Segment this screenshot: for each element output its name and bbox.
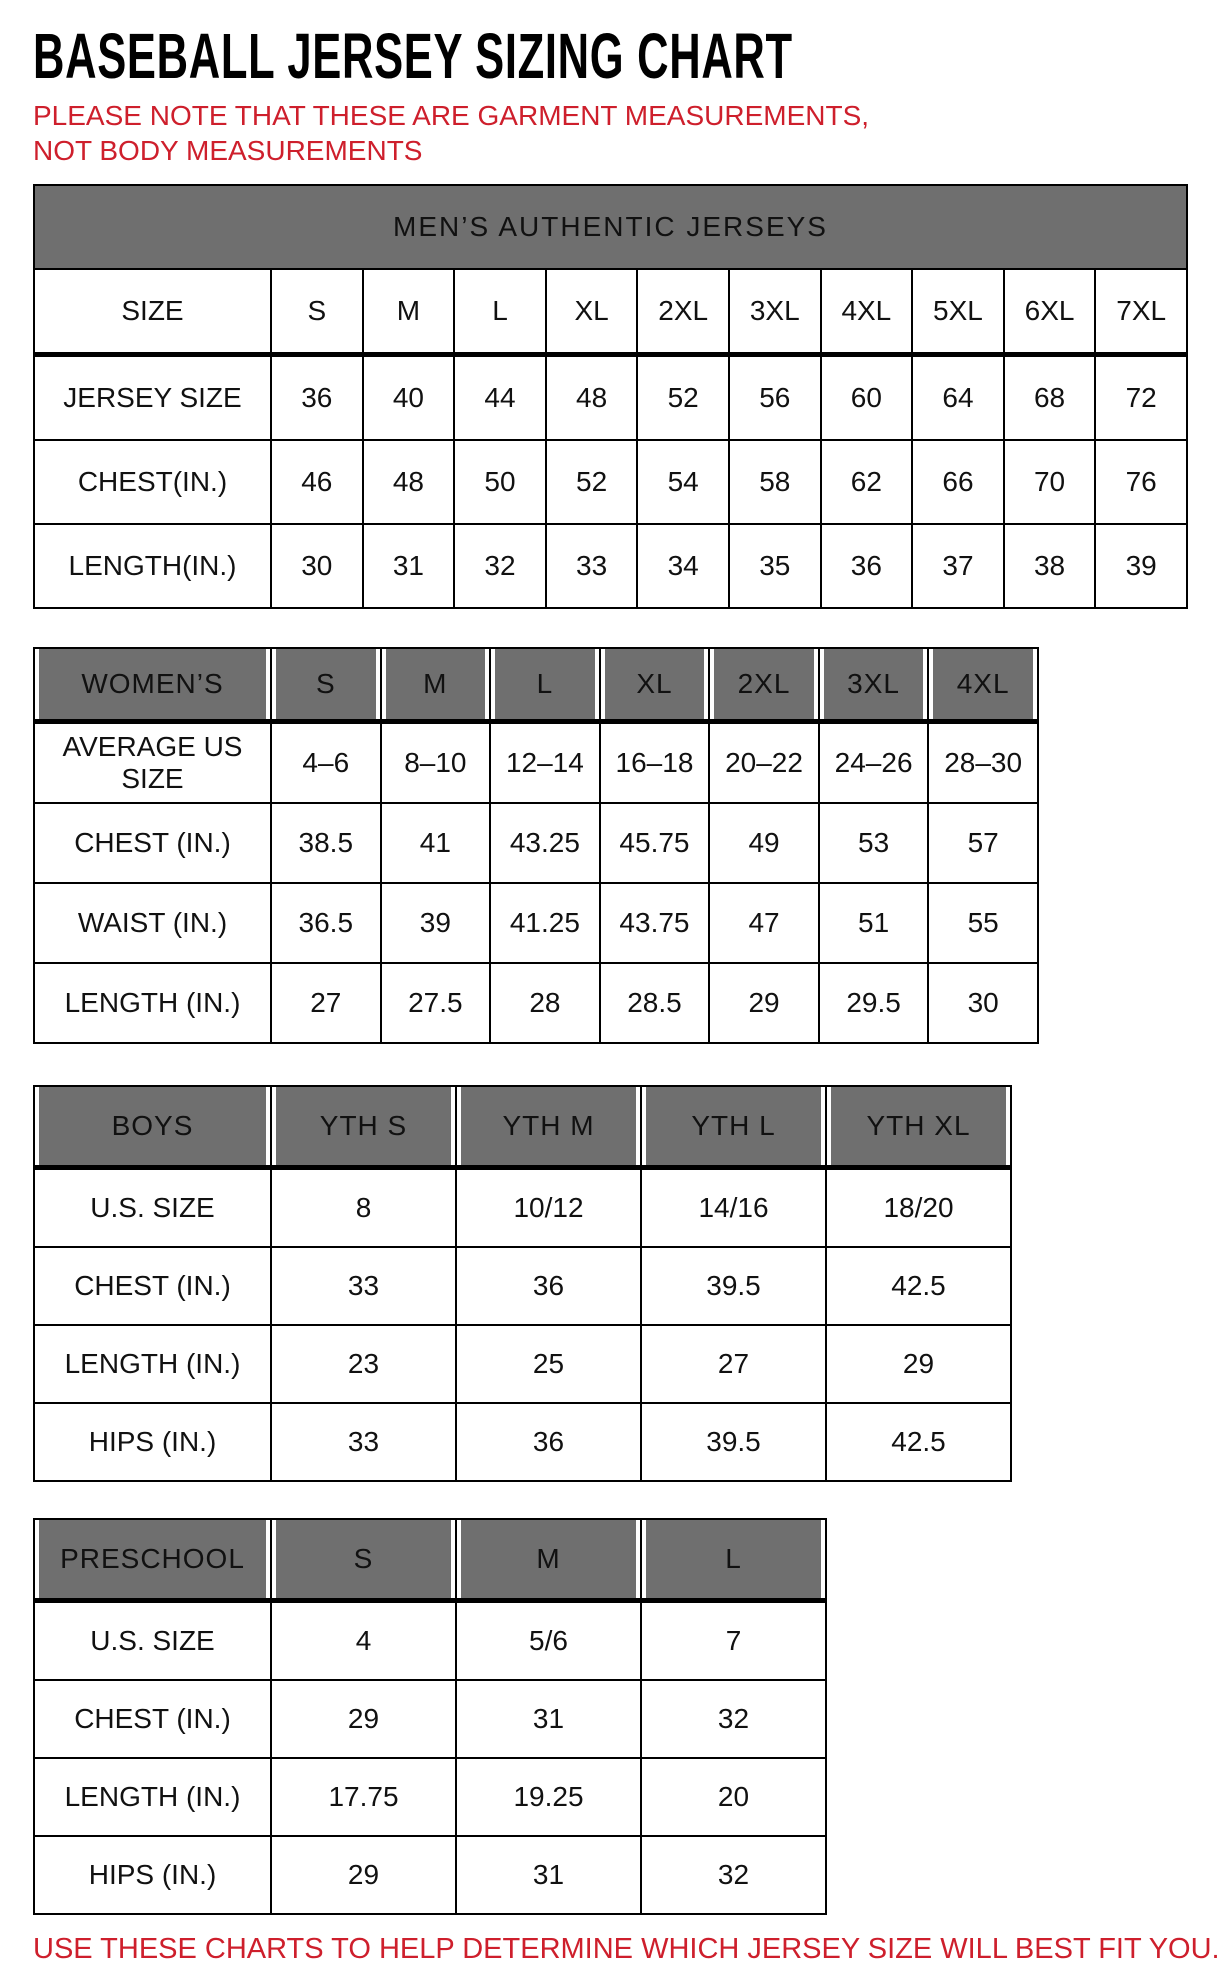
men-table-row	[34, 524, 1187, 608]
men-measurement-cell: 70	[1004, 440, 1096, 524]
women-header-label: WOMEN’S	[34, 648, 271, 722]
women-row-label: CHEST (IN.)	[34, 803, 271, 883]
preschool-table-row	[34, 1680, 826, 1758]
women-measurement-cell: 8–10	[381, 722, 491, 804]
men-measurement-cell: 68	[1004, 355, 1096, 441]
men-header-label: SIZE	[34, 269, 271, 355]
women-measurement-cell: 41.25	[490, 883, 600, 963]
men-banner-row	[34, 185, 1187, 269]
women-measurement-cell: 51	[819, 883, 929, 963]
boys-measurement-cell: 29	[826, 1325, 1011, 1403]
men-table-row	[34, 355, 1187, 441]
boys-header-label: BOYS	[34, 1086, 271, 1168]
preschool-measurement-cell: 32	[641, 1836, 826, 1914]
boys-measurement-cell: 39.5	[641, 1247, 826, 1325]
men-size-column-header: L	[454, 269, 546, 355]
boys-row-label: HIPS (IN.)	[34, 1403, 271, 1481]
boys-measurement-cell: 27	[641, 1325, 826, 1403]
women-measurement-cell: 30	[928, 963, 1038, 1043]
boys-measurement-cell: 25	[456, 1325, 641, 1403]
women-table-row	[34, 963, 1038, 1043]
men-sizing-table	[33, 184, 1188, 609]
men-size-column-header: S	[271, 269, 363, 355]
men-measurement-cell: 40	[363, 355, 455, 441]
preschool-measurement-cell: 31	[456, 1680, 641, 1758]
preschool-table-row	[34, 1836, 826, 1914]
women-size-column-header: S	[271, 648, 381, 722]
preschool-measurement-cell: 7	[641, 1601, 826, 1681]
women-measurement-cell: 38.5	[271, 803, 381, 883]
footer-note: USE THESE CHARTS TO HELP DETERMINE WHICH JERSEY SIZE WILL BEST FIT YOU.	[33, 1933, 1220, 1965]
men-header-row	[34, 269, 1187, 355]
women-measurement-cell: 28	[490, 963, 600, 1043]
boys-measurement-cell: 33	[271, 1247, 456, 1325]
men-measurement-cell: 52	[637, 355, 729, 441]
boys-row-label: U.S. SIZE	[34, 1168, 271, 1248]
women-row-label: WAIST (IN.)	[34, 883, 271, 963]
preschool-header-row	[34, 1519, 826, 1601]
boys-header-row	[34, 1086, 1011, 1168]
women-table-row	[34, 883, 1038, 963]
boys-measurement-cell: 42.5	[826, 1247, 1011, 1325]
women-size-column-header: 4XL	[928, 648, 1038, 722]
men-measurement-cell: 36	[271, 355, 363, 441]
women-measurement-cell: 29	[709, 963, 819, 1043]
men-measurement-cell: 44	[454, 355, 546, 441]
women-measurement-cell: 12–14	[490, 722, 600, 804]
women-header-row	[34, 648, 1038, 722]
women-measurement-cell: 36.5	[271, 883, 381, 963]
men-measurement-cell: 48	[363, 440, 455, 524]
preschool-size-column-header: L	[641, 1519, 826, 1601]
women-sizing-table	[33, 647, 1039, 1044]
men-measurement-cell: 50	[454, 440, 546, 524]
men-measurement-cell: 46	[271, 440, 363, 524]
boys-table-row	[34, 1325, 1011, 1403]
women-table-row	[34, 803, 1038, 883]
women-measurement-cell: 27.5	[381, 963, 491, 1043]
boys-sizing-table	[33, 1085, 1012, 1482]
boys-measurement-cell: 8	[271, 1168, 456, 1248]
preschool-size-column-header: S	[271, 1519, 456, 1601]
men-size-column-header: 2XL	[637, 269, 729, 355]
men-measurement-cell: 58	[729, 440, 821, 524]
preschool-row-label: LENGTH (IN.)	[34, 1758, 271, 1836]
women-measurement-cell: 53	[819, 803, 929, 883]
men-size-column-header: 6XL	[1004, 269, 1096, 355]
preschool-measurement-cell: 32	[641, 1680, 826, 1758]
boys-measurement-cell: 42.5	[826, 1403, 1011, 1481]
men-row-label: CHEST(IN.)	[34, 440, 271, 524]
boys-measurement-cell: 23	[271, 1325, 456, 1403]
men-measurement-cell: 35	[729, 524, 821, 608]
men-measurement-cell: 72	[1095, 355, 1187, 441]
preschool-measurement-cell: 29	[271, 1836, 456, 1914]
preschool-row-label: CHEST (IN.)	[34, 1680, 271, 1758]
women-measurement-cell: 55	[928, 883, 1038, 963]
women-measurement-cell: 29.5	[819, 963, 929, 1043]
preschool-measurement-cell: 31	[456, 1836, 641, 1914]
men-measurement-cell: 34	[637, 524, 729, 608]
men-size-column-header: 3XL	[729, 269, 821, 355]
boys-size-column-header: YTH M	[456, 1086, 641, 1168]
women-measurement-cell: 45.75	[600, 803, 710, 883]
women-measurement-cell: 28–30	[928, 722, 1038, 804]
women-row-label: AVERAGE US SIZE	[34, 722, 271, 804]
boys-table-section	[33, 1085, 1190, 1482]
men-measurement-cell: 64	[912, 355, 1004, 441]
men-measurement-cell: 54	[637, 440, 729, 524]
preschool-measurement-cell: 5/6	[456, 1601, 641, 1681]
page-title	[33, 20, 1190, 92]
women-measurement-cell: 57	[928, 803, 1038, 883]
women-measurement-cell: 41	[381, 803, 491, 883]
boys-measurement-cell: 39.5	[641, 1403, 826, 1481]
boys-measurement-cell: 36	[456, 1247, 641, 1325]
women-measurement-cell: 4–6	[271, 722, 381, 804]
women-measurement-cell: 20–22	[709, 722, 819, 804]
women-size-column-header: 2XL	[709, 648, 819, 722]
boys-table-row	[34, 1247, 1011, 1325]
men-measurement-cell: 76	[1095, 440, 1187, 524]
boys-table-row	[34, 1403, 1011, 1481]
women-measurement-cell: 16–18	[600, 722, 710, 804]
boys-measurement-cell: 18/20	[826, 1168, 1011, 1248]
men-measurement-cell: 48	[546, 355, 638, 441]
men-measurement-cell: 60	[821, 355, 913, 441]
men-measurement-cell: 62	[821, 440, 913, 524]
boys-measurement-cell: 10/12	[456, 1168, 641, 1248]
men-measurement-cell: 33	[546, 524, 638, 608]
boys-row-label: CHEST (IN.)	[34, 1247, 271, 1325]
women-measurement-cell: 47	[709, 883, 819, 963]
men-size-column-header: 5XL	[912, 269, 1004, 355]
men-measurement-cell: 31	[363, 524, 455, 608]
boys-measurement-cell: 14/16	[641, 1168, 826, 1248]
men-size-column-header: M	[363, 269, 455, 355]
preschool-measurement-cell: 29	[271, 1680, 456, 1758]
boys-row-label: LENGTH (IN.)	[34, 1325, 271, 1403]
men-banner-title: MEN’S AUTHENTIC JERSEYS	[34, 185, 1187, 269]
preschool-sizing-table	[33, 1518, 827, 1915]
women-measurement-cell: 43.75	[600, 883, 710, 963]
women-size-column-header: M	[381, 648, 491, 722]
men-size-column-header: 7XL	[1095, 269, 1187, 355]
men-row-label: LENGTH(IN.)	[34, 524, 271, 608]
women-size-column-header: 3XL	[819, 648, 929, 722]
men-measurement-cell: 30	[271, 524, 363, 608]
preschool-table-section	[33, 1518, 1190, 1915]
women-measurement-cell: 49	[709, 803, 819, 883]
men-table-row	[34, 440, 1187, 524]
womens-table-section	[33, 647, 1190, 1044]
boys-measurement-cell: 36	[456, 1403, 641, 1481]
men-size-column-header: XL	[546, 269, 638, 355]
men-measurement-cell: 39	[1095, 524, 1187, 608]
garment-measurements-note: PLEASE NOTE THAT THESE ARE GARMENT MEASUREMENTS, NOT BODY MEASUREMENTS	[33, 100, 870, 166]
preschool-table-row	[34, 1601, 826, 1681]
men-measurement-cell: 52	[546, 440, 638, 524]
women-measurement-cell: 28.5	[600, 963, 710, 1043]
men-measurement-cell: 32	[454, 524, 546, 608]
women-measurement-cell: 24–26	[819, 722, 929, 804]
preschool-header-label: PRESCHOOL	[34, 1519, 271, 1601]
men-size-column-header: 4XL	[821, 269, 913, 355]
preschool-row-label: HIPS (IN.)	[34, 1836, 271, 1914]
men-measurement-cell: 37	[912, 524, 1004, 608]
preschool-size-column-header: M	[456, 1519, 641, 1601]
boys-size-column-header: YTH L	[641, 1086, 826, 1168]
boys-table-row	[34, 1168, 1011, 1248]
boys-size-column-header: YTH XL	[826, 1086, 1011, 1168]
women-table-row	[34, 722, 1038, 804]
preschool-measurement-cell: 4	[271, 1601, 456, 1681]
women-size-column-header: XL	[600, 648, 710, 722]
preschool-table-row	[34, 1758, 826, 1836]
men-measurement-cell: 66	[912, 440, 1004, 524]
preschool-measurement-cell: 20	[641, 1758, 826, 1836]
women-row-label: LENGTH (IN.)	[34, 963, 271, 1043]
women-measurement-cell: 27	[271, 963, 381, 1043]
mens-table-section	[33, 184, 1190, 609]
page-title-text: BASEBALL JERSEY SIZING CHART	[33, 20, 793, 92]
men-row-label: JERSEY SIZE	[34, 355, 271, 441]
men-measurement-cell: 36	[821, 524, 913, 608]
women-measurement-cell: 43.25	[490, 803, 600, 883]
boys-measurement-cell: 33	[271, 1403, 456, 1481]
preschool-measurement-cell: 19.25	[456, 1758, 641, 1836]
women-measurement-cell: 39	[381, 883, 491, 963]
preschool-measurement-cell: 17.75	[271, 1758, 456, 1836]
preschool-row-label: U.S. SIZE	[34, 1601, 271, 1681]
men-measurement-cell: 56	[729, 355, 821, 441]
women-size-column-header: L	[490, 648, 600, 722]
boys-size-column-header: YTH S	[271, 1086, 456, 1168]
men-measurement-cell: 38	[1004, 524, 1096, 608]
